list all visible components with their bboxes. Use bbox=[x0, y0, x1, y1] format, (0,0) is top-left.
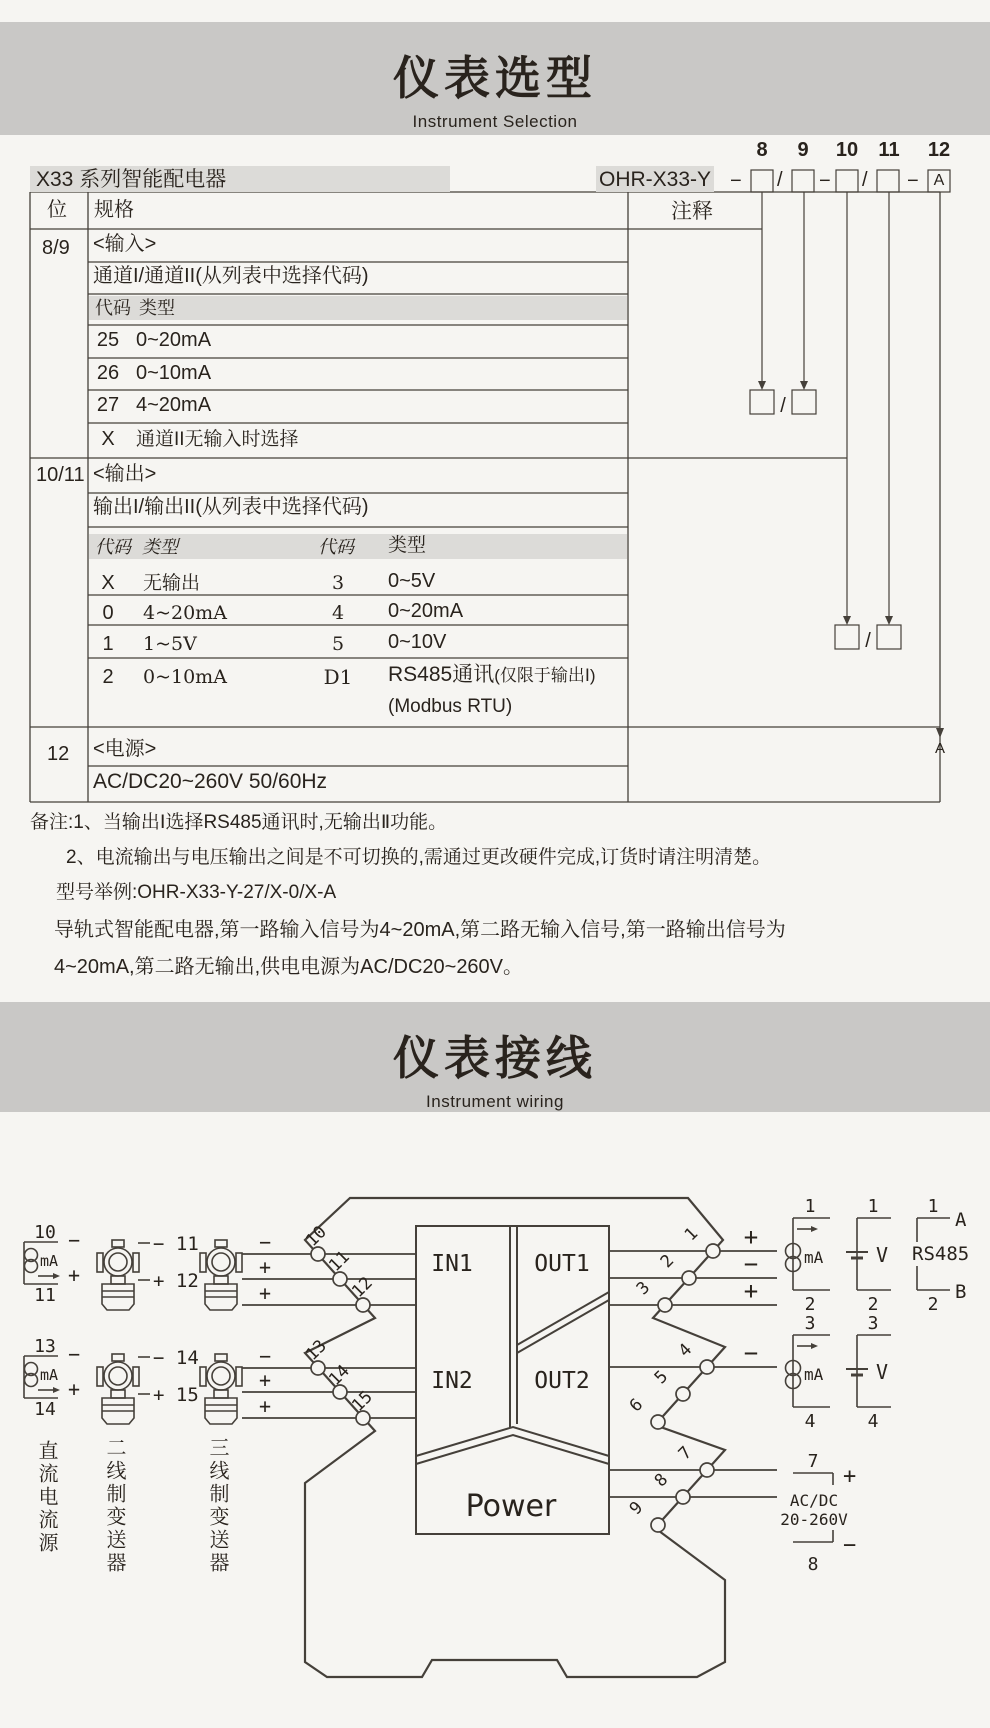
input-col-code: 代码 bbox=[95, 298, 131, 318]
current-arrow bbox=[811, 1226, 818, 1232]
rs485-port bbox=[912, 1196, 969, 1315]
output-row-code2: D1 bbox=[323, 665, 353, 689]
output-row-type1: 1~5V bbox=[143, 633, 197, 655]
output-subtitle: 输出I/输出II(从列表中选择代码) bbox=[93, 496, 369, 518]
ma-label: mA bbox=[804, 1248, 824, 1267]
col-header-pos: 位 bbox=[47, 199, 67, 221]
two-wire-transmitter-1 bbox=[97, 1233, 199, 1310]
col-header-note: 注释 bbox=[671, 200, 713, 223]
input-row-type: 0~20mA bbox=[136, 329, 212, 351]
three-wire-transmitter-2 bbox=[200, 1344, 271, 1424]
output-row-type1: 4~20mA bbox=[143, 602, 227, 624]
power-value: AC/DC20~260V 50/60Hz bbox=[93, 770, 328, 793]
input-col-type: 类型 bbox=[139, 298, 175, 318]
current-arrow bbox=[53, 1273, 60, 1279]
output-row-type2: 0~5V bbox=[388, 570, 436, 592]
transmitter-icon bbox=[97, 1354, 139, 1424]
rs485-terminal: 1 bbox=[927, 1196, 939, 1217]
rs485-terminal: 2 bbox=[927, 1294, 939, 1315]
supply-terminal: 7 bbox=[807, 1451, 819, 1472]
input-row-code: 25 bbox=[96, 329, 120, 351]
v-label: V bbox=[876, 1243, 889, 1267]
output-col-type: 类型 bbox=[142, 537, 178, 557]
source-terminal: 11 bbox=[34, 1285, 56, 1306]
wiring-subtitle: Instrument wiring bbox=[426, 1092, 564, 1111]
plus-sign: + bbox=[743, 1223, 759, 1251]
output-col-type2: 类型 bbox=[388, 535, 427, 556]
terminal-number: 8 bbox=[650, 1469, 673, 1492]
terminal-number: 11 bbox=[325, 1247, 354, 1276]
plus-sign: + bbox=[843, 1464, 857, 1489]
selection-subtitle: Instrument Selection bbox=[412, 112, 578, 131]
output-col-code: 代码 bbox=[95, 537, 131, 557]
power-title: <电源> bbox=[93, 738, 157, 760]
terminal-number: 4 bbox=[674, 1339, 697, 1362]
model-dash: − bbox=[819, 170, 831, 192]
model-slash: / bbox=[777, 169, 783, 191]
digit-label-10: 10 bbox=[835, 139, 859, 161]
input-row-code: 27 bbox=[96, 394, 120, 416]
terminal-number: 15 bbox=[348, 1387, 377, 1416]
transmitter-icon bbox=[200, 1354, 242, 1424]
input-row-code: 26 bbox=[96, 362, 120, 384]
input-row-code: X bbox=[101, 428, 115, 450]
plus-sign: + bbox=[68, 1263, 81, 1287]
terminal-number: 9 bbox=[625, 1497, 648, 1520]
terminal-numbers bbox=[302, 1222, 702, 1519]
terminal-number: 14 bbox=[325, 1361, 354, 1390]
note-line: 备注:1、当输出Ⅰ选择RS485通讯时,无输出Ⅱ功能。 bbox=[30, 812, 448, 833]
output-row-type2: 0~10V bbox=[388, 631, 447, 653]
fixed-code-a: A bbox=[933, 172, 945, 189]
ma-meter-2 bbox=[786, 1313, 831, 1432]
minus-sign: − bbox=[68, 1342, 81, 1366]
minus-sign: − bbox=[258, 1230, 272, 1254]
col-header-spec: 规格 bbox=[94, 199, 134, 221]
terminal-number: 13 bbox=[302, 1336, 331, 1365]
output-title: <输出> bbox=[93, 463, 157, 485]
series-title: X33 系列智能配电器 bbox=[36, 168, 227, 191]
transmitter-icon bbox=[200, 1240, 242, 1310]
meter-terminal: 4 bbox=[804, 1411, 816, 1432]
voltage-range-label: 20-260V bbox=[780, 1510, 848, 1529]
supply-terminal: 8 bbox=[807, 1554, 819, 1575]
output-row-code2: 4 bbox=[331, 602, 345, 624]
transmitter-icon bbox=[97, 1240, 139, 1310]
meter-terminal: 4 bbox=[867, 1411, 879, 1432]
ma-label: mA bbox=[40, 1252, 59, 1270]
ma-label: mA bbox=[804, 1365, 824, 1384]
digit-label-12: 12 bbox=[927, 139, 951, 161]
terminal-hint: + 15 bbox=[153, 1384, 199, 1406]
model-dash: − bbox=[730, 170, 742, 192]
ma-meter-1 bbox=[786, 1196, 831, 1315]
model-prefix: OHR-X33-Y bbox=[599, 168, 712, 191]
terminal-hint: − 14 bbox=[153, 1347, 199, 1369]
current-arrow bbox=[811, 1343, 818, 1349]
terminal-number: 12 bbox=[348, 1273, 377, 1302]
ma-label: mA bbox=[40, 1366, 59, 1384]
output-row-code1: 1 bbox=[102, 633, 114, 655]
power-supply bbox=[780, 1451, 856, 1575]
caption-three-wire-transmitter: 三线制变送器 bbox=[206, 1437, 228, 1575]
power-pos: 12 bbox=[47, 743, 70, 765]
terminal-number: 2 bbox=[656, 1250, 679, 1273]
caption-two-wire-transmitter: 二线制变送器 bbox=[103, 1437, 125, 1575]
plus-sign: + bbox=[258, 1255, 272, 1279]
rs485-type: RS485通讯 bbox=[388, 663, 495, 686]
note-line: 导轨式智能配电器,第一路输入信号为4~20mA,第二路无输入信号,第一路输出信号为 bbox=[54, 919, 786, 941]
power-label: Power bbox=[465, 1489, 557, 1524]
rs485-restriction: (仅限于输出Ⅰ) bbox=[494, 666, 596, 685]
minus-sign: − bbox=[258, 1344, 272, 1368]
meter-terminal: 2 bbox=[804, 1294, 816, 1315]
minus-sign: − bbox=[743, 1250, 759, 1278]
dc-current-source-2 bbox=[24, 1336, 80, 1420]
output-col-code2: 代码 bbox=[318, 537, 354, 557]
current-arrow bbox=[53, 1387, 60, 1393]
isolator-module bbox=[242, 1198, 777, 1677]
output-row-type2: 0~20mA bbox=[388, 600, 464, 622]
digit-label-11: 11 bbox=[878, 139, 900, 161]
acdc-label: AC/DC bbox=[789, 1491, 839, 1510]
terminal-number: 5 bbox=[650, 1366, 673, 1389]
input-pos: 8/9 bbox=[42, 237, 70, 259]
digit-label-8: 8 bbox=[756, 139, 768, 161]
terminal-number: 7 bbox=[674, 1442, 697, 1465]
caption-dc-current-source: 直流电流源 bbox=[35, 1440, 57, 1555]
terminal-number: 3 bbox=[632, 1277, 655, 1300]
source-terminal: 14 bbox=[34, 1399, 56, 1420]
module-housing-outline bbox=[305, 1198, 725, 1677]
out1-label: OUT1 bbox=[534, 1251, 590, 1277]
rs485-label: RS485 bbox=[912, 1243, 970, 1265]
output-row-code1: 0 bbox=[102, 602, 114, 624]
meter-terminal: 3 bbox=[867, 1313, 879, 1334]
meter-terminal: 1 bbox=[867, 1196, 879, 1217]
meter-terminal: 3 bbox=[804, 1313, 816, 1334]
note-line: 2、电流输出与电压输出之间是不可切换的,需通过更改硬件完成,订货时请注明清楚。 bbox=[66, 847, 772, 868]
plus-sign: + bbox=[743, 1277, 759, 1305]
input-title: <输入> bbox=[93, 233, 157, 255]
in2-label: IN2 bbox=[431, 1368, 473, 1394]
minus-sign: − bbox=[743, 1339, 759, 1367]
output-row-code2: 3 bbox=[331, 572, 345, 594]
minus-sign: − bbox=[68, 1228, 81, 1252]
output-row-code1: 2 bbox=[102, 666, 114, 688]
plus-sign: + bbox=[258, 1394, 272, 1418]
terminal-number: 1 bbox=[680, 1223, 703, 1246]
minus-sign: − bbox=[843, 1533, 857, 1558]
output-row-code2: 5 bbox=[331, 633, 345, 655]
terminal-hint: + 12 bbox=[153, 1270, 199, 1292]
source-terminal: 10 bbox=[34, 1222, 56, 1243]
input-row-type: 0~10mA bbox=[136, 362, 212, 384]
out2-label: OUT2 bbox=[534, 1368, 590, 1394]
pair-slash: / bbox=[780, 395, 786, 417]
dc-current-source-1 bbox=[24, 1222, 80, 1306]
volt-meter-2 bbox=[846, 1313, 891, 1432]
note-line: 4~20mA,第二路无输出,供电电源为AC/DC20~260V。 bbox=[54, 956, 524, 978]
output-row-type1: 0~10mA bbox=[143, 666, 227, 688]
meter-terminal: 1 bbox=[804, 1196, 816, 1217]
rs485-b: B bbox=[955, 1281, 967, 1303]
modbus-note: (Modbus RTU) bbox=[388, 696, 513, 717]
wiring-banner bbox=[0, 1002, 990, 1112]
pair-slash: / bbox=[865, 630, 871, 652]
meter-terminal: 2 bbox=[867, 1294, 879, 1315]
selection-title: 仪表选型 bbox=[393, 52, 597, 104]
input-row-type: 4~20mA bbox=[136, 394, 212, 416]
rs485-a: A bbox=[955, 1209, 967, 1231]
wiring-title: 仪表接线 bbox=[393, 1032, 597, 1084]
source-terminal: 13 bbox=[34, 1336, 56, 1357]
terminal-number: 10 bbox=[302, 1222, 331, 1251]
plus-sign: + bbox=[68, 1377, 81, 1401]
note-line: 型号举例:OHR-X33-Y-27/X-0/X-A bbox=[56, 882, 337, 903]
digit-label-9: 9 bbox=[797, 139, 809, 161]
v-label: V bbox=[876, 1360, 889, 1384]
terminal-hint: − 11 bbox=[153, 1233, 199, 1255]
output-row-code1: X bbox=[101, 572, 115, 594]
volt-meter-1 bbox=[846, 1196, 891, 1315]
plus-sign: + bbox=[258, 1281, 272, 1305]
leader-arrowheads bbox=[758, 381, 944, 738]
output-row-type1: 无输出 bbox=[143, 573, 201, 594]
output-pos: 10/11 bbox=[36, 464, 85, 486]
leader-a-label: A bbox=[934, 740, 945, 757]
three-wire-transmitter-1 bbox=[200, 1230, 271, 1310]
terminal-number: 6 bbox=[625, 1394, 648, 1417]
input-row-type: 通道II无输入时选择 bbox=[136, 429, 299, 450]
in1-label: IN1 bbox=[431, 1251, 473, 1277]
model-dash: − bbox=[907, 170, 919, 192]
two-wire-transmitter-2 bbox=[97, 1347, 199, 1424]
plus-sign: + bbox=[258, 1368, 272, 1392]
model-slash: / bbox=[862, 169, 868, 191]
output-wire-signs bbox=[744, 1223, 758, 1367]
input-subtitle: 通道I/通道II(从列表中选择代码) bbox=[93, 265, 369, 287]
output-row-type2 bbox=[388, 664, 596, 685]
